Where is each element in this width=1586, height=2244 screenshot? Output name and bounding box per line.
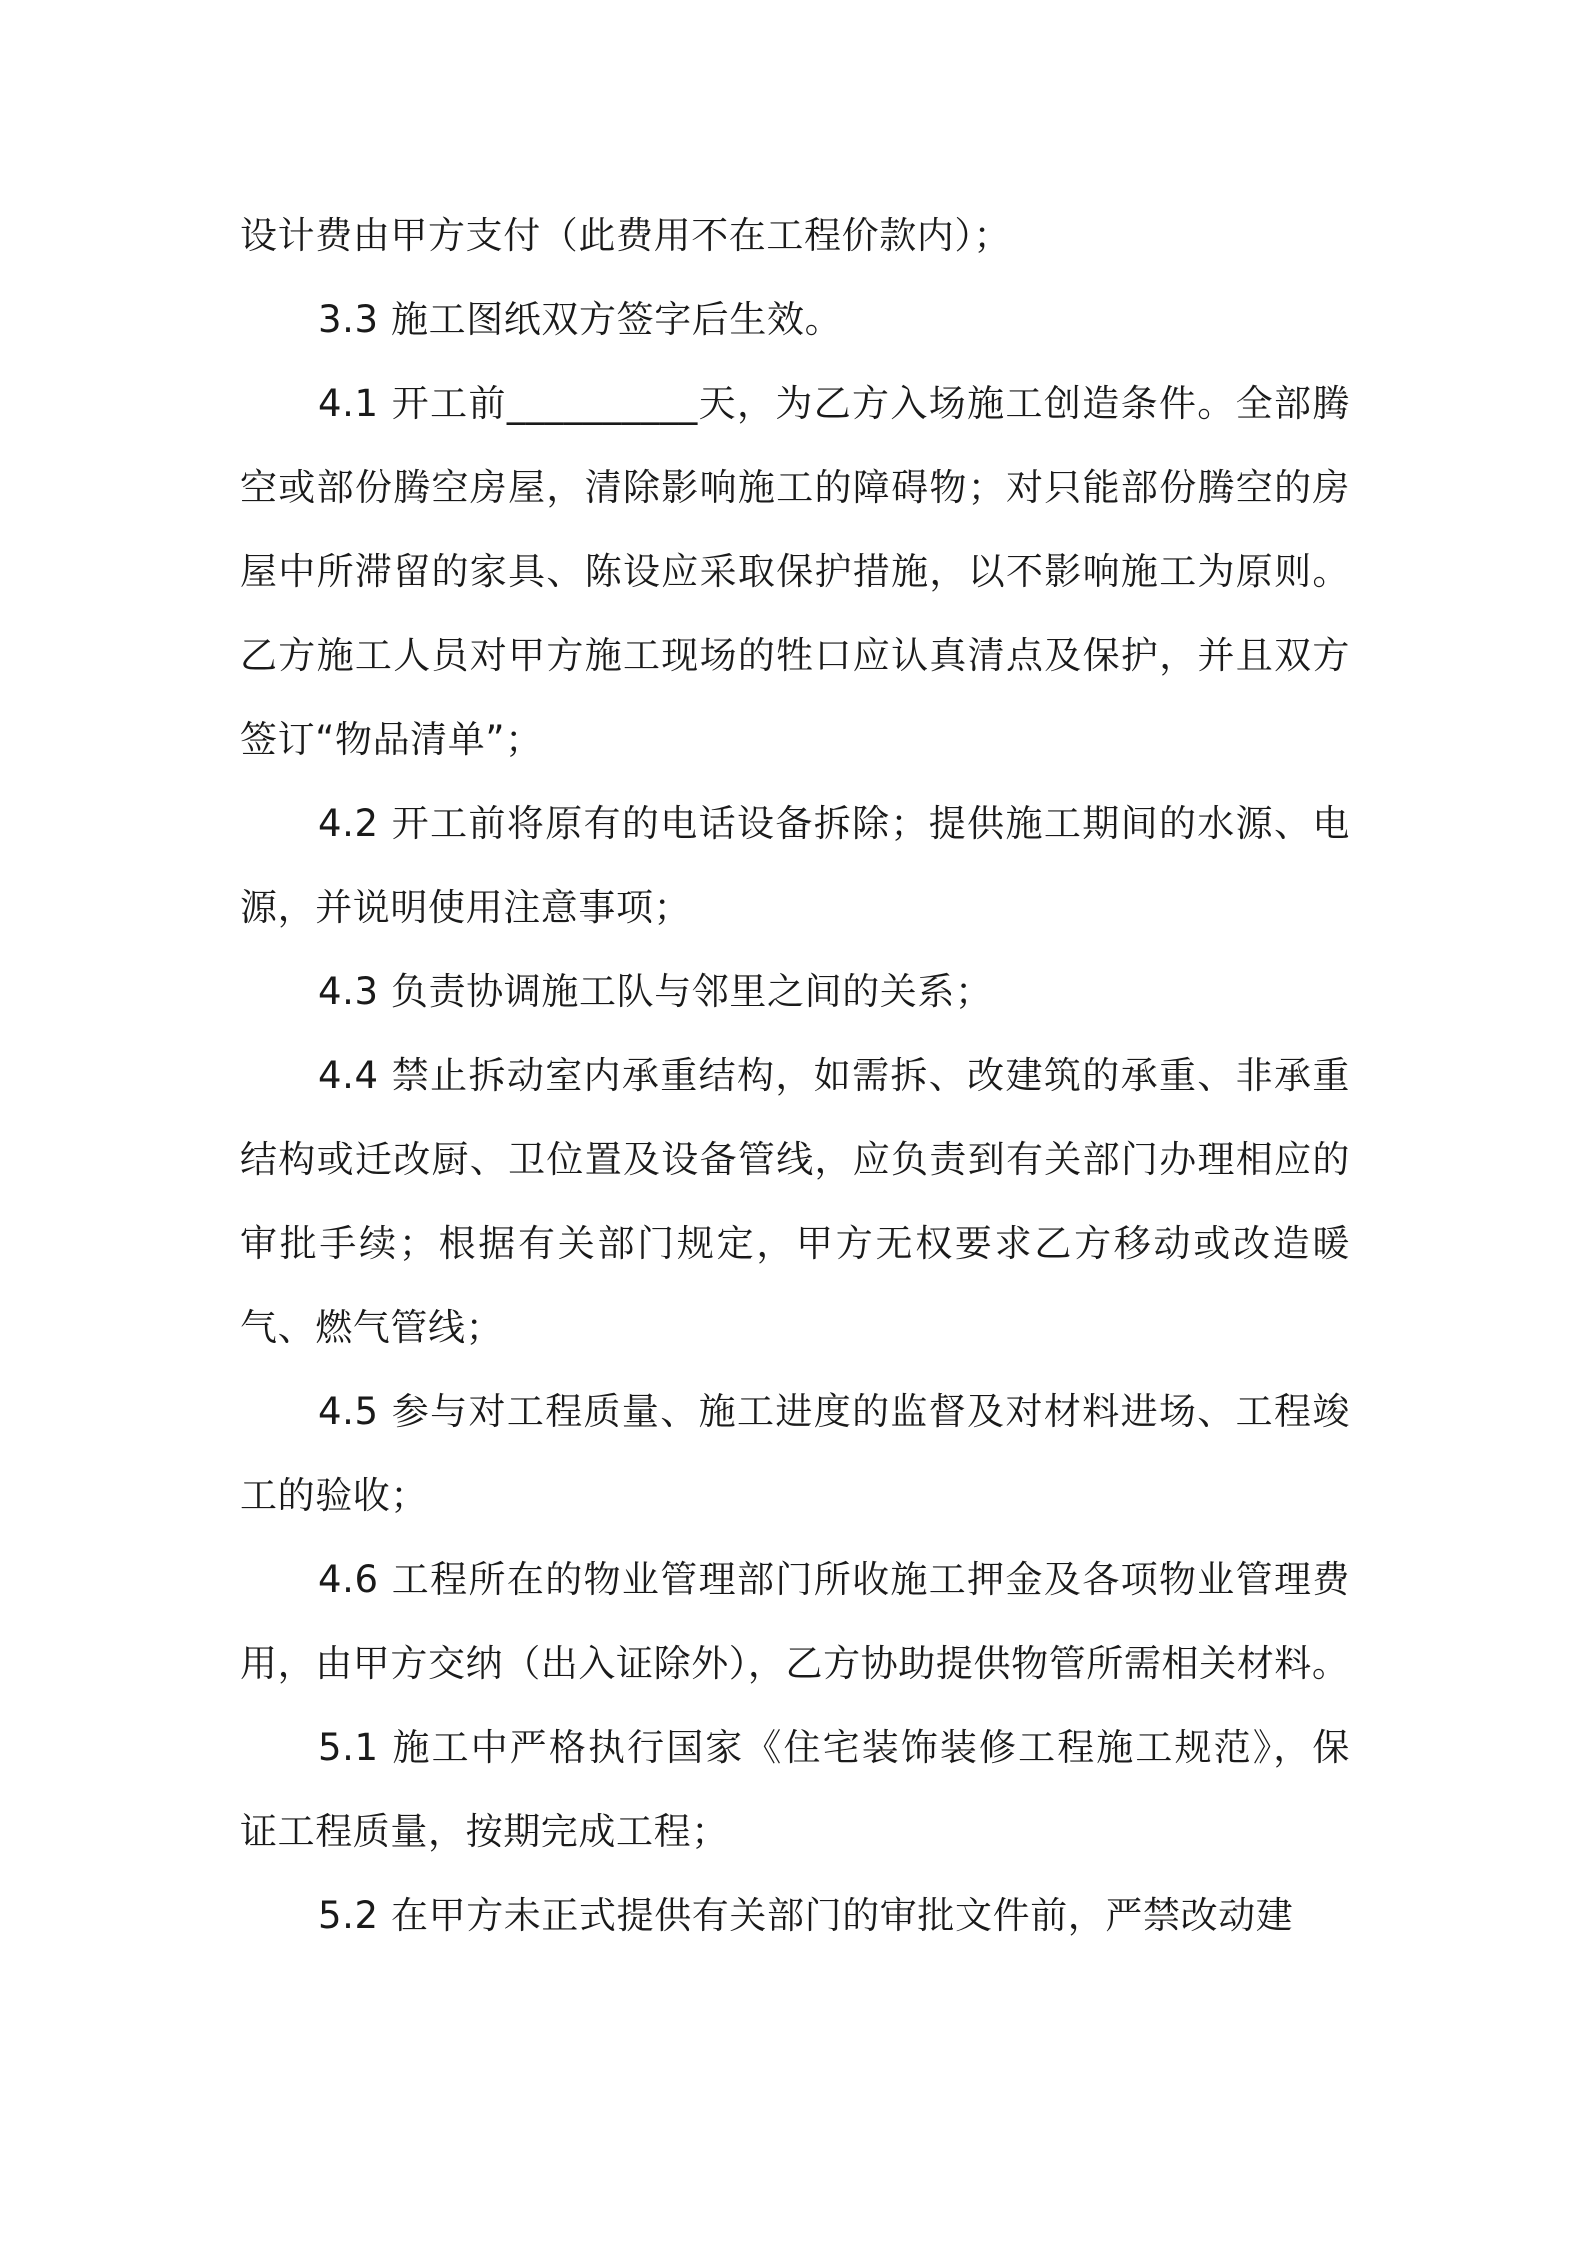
paragraph-4-4: 4.4 禁止拆动室内承重结构，如需拆、改建筑的承重、非承重结构或迁改厨、卫位置及设备管线，应负责到有关部门办理相应的审批手续；根据有关部门规定，甲方无权要求乙方移动或改造暖气、燃气管线；: [240, 1054, 1350, 1349]
paragraph-5-1: 5.1 施工中严格执行国家《住宅装饰装修工程施工规范》，保证工程质量，按期完成工程；: [240, 1726, 1350, 1853]
paragraph-4-1: 4.1 开工前__________天，为乙方入场施工创造条件。全部腾空或部份腾空房屋，清除影响施工的障碍物；对只能部份腾空的房屋中所滞留的家具、陈设应采取保护措施，以不影响施工为原则。乙方施工人员对甲方施工现场的牲口应认真清点及保护，并且双方签订“物品清单”；: [240, 382, 1350, 761]
paragraph-4-2: 4.2 开工前将原有的电话设备拆除；提供施工期间的水源、电源，并说明使用注意事项；: [240, 802, 1350, 929]
paragraph-4-5: 4.5 参与对工程质量、施工进度的监督及对材料进场、工程竣工的验收；: [240, 1390, 1350, 1517]
paragraph-3-3: 3.3 施工图纸双方签字后生效。: [318, 298, 843, 341]
paragraph-5-2: 5.2 在甲方未正式提供有关部门的审批文件前，严禁改动建: [318, 1894, 1294, 1937]
paragraph-4-3: 4.3 负责协调施工队与邻里之间的关系；: [318, 970, 993, 1013]
paragraph-design-fee: 设计费由甲方支付（此费用不在工程价款内）；: [240, 214, 1012, 257]
document-body: [240, 194, 1350, 1958]
paragraph-4-6: 4.6 工程所在的物业管理部门所收施工押金及各项物业管理费用，由甲方交纳（出入证除外），乙方协助提供物管所需相关材料。: [240, 1558, 1350, 1685]
